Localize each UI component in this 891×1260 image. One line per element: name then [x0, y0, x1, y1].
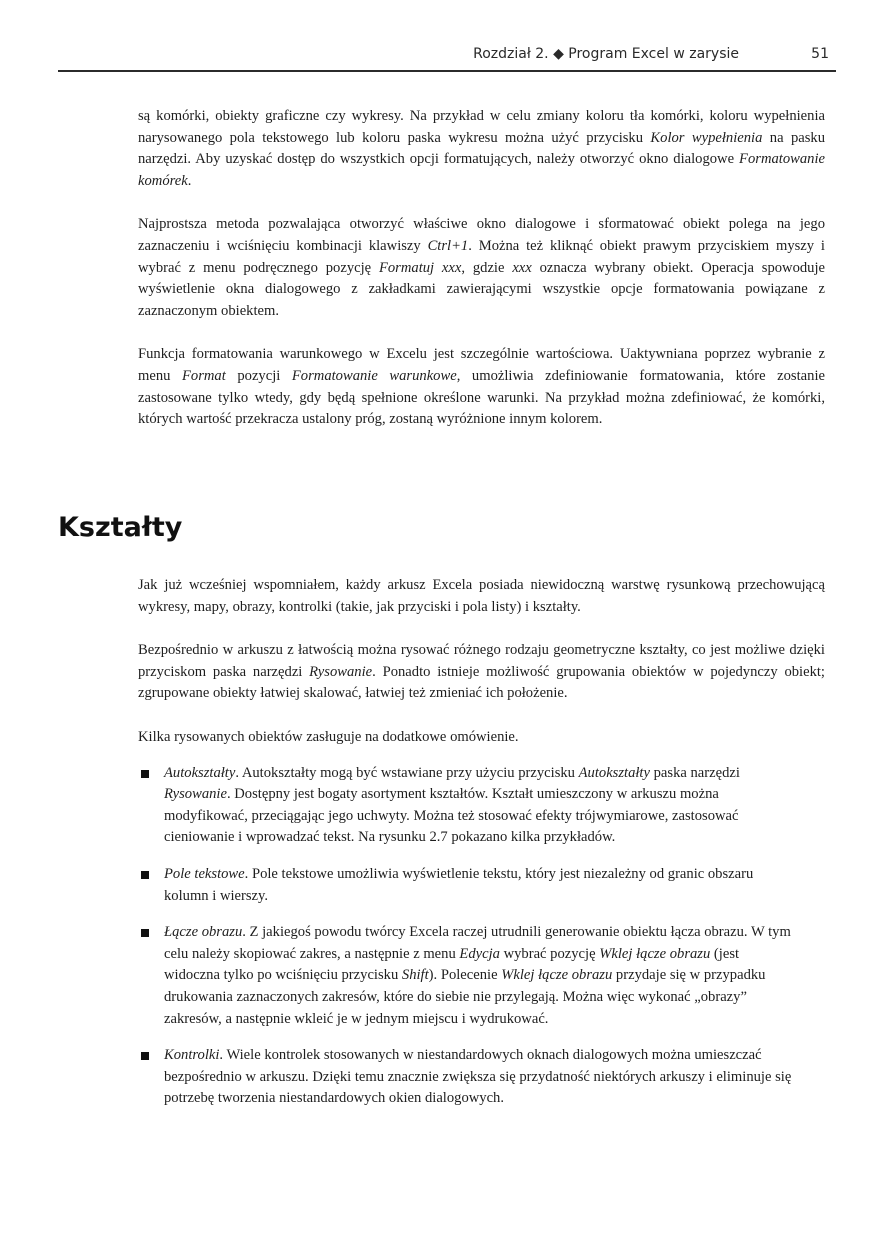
list-item: Autokształty. Autokształty mogą być wstawiane przy użyciu przycisku Autokształty paska narzędzi Rysowanie. Dostępny jest bogaty asortyment kształtów. Kształt umieszczony w arkuszu można modyfikować, przeciągając jego uchwyty. Można też stosować efekty trójwymiarowe, zastosować cieniowanie i wprowadzać tekst. Na rysunku 2.7 pokazano kilka przykładów.: [138, 763, 796, 849]
ui-term: Formatuj xxx: [378, 259, 462, 276]
paragraph: Kilka rysowanych obiektów zasługuje na dodatkowe omówienie.: [138, 728, 519, 745]
intro-text: [138, 106, 825, 453]
ui-term: xxx: [512, 259, 532, 276]
section-heading: Kształty: [58, 512, 183, 543]
paragraph: Bezpośrednio w arkuszu z łatwością można rysować różnego rodzaju geometryczne kształty, co jest możliwe dzięki przyciskom paska narzędzi Rysowanie. Ponadto istnieje możliwość grupowania obiektów w pojedynczy obiekt; zgrupowane obiekty łatwiej skalować, łatwiej też zmieniać ich położenie.: [138, 642, 825, 702]
bullet-square-icon: [141, 929, 149, 937]
page-number: 51: [811, 46, 829, 62]
chapter-title: Rozdział 2. ◆ Program Excel w zarysie: [473, 46, 739, 62]
paragraph: Jak już wcześniej wspomniałem, każdy arkusz Excela posiada niewidoczną warstwę rysunkową przechowującą wykresy, mapy, obrazy, kontrolki (takie, jak przyciski i pola listy) i kształty.: [138, 577, 825, 615]
bullet-square-icon: [141, 1052, 149, 1060]
bullet-square-icon: [141, 770, 149, 778]
paragraph: są komórki, obiekty graficzne czy wykresy. Na przykład w celu zmiany koloru tła komórki, koloru wypełnienia narysowanego pola tekstowego lub koloru paska wykresu można użyć przycisku Kolor wypełnienia na pasku narzędzi. Aby uzyskać dostęp do wszystkich opcji formatujących, należy otworzyć okno dialogowe Formatowanie komórek.: [138, 108, 826, 189]
bullet-square-icon: [141, 871, 149, 879]
section-text: [138, 575, 825, 1125]
list-item: Pole tekstowe. Pole tekstowe umożliwia wyświetlenie tekstu, który jest niezależny od granic obszaru kolumn i wierszy.: [138, 864, 796, 907]
running-header: [140, 46, 831, 68]
list-item: Łącze obrazu. Z jakiegoś powodu twórcy Excela raczej utrudnili generowanie obiektu łącza obrazu. W tym celu należy skopiować zakres, a następnie z menu Edycja wybrać pozycję Wklej łącze obrazu (jest widoczna tylko po wciśnięciu przycisku Shift). Polecenie Wklej łącze obrazu przydaje się w przypadku drukowania zaznaczonych zakresów, które do siebie nie przylegają. Można więc wykonać „obrazy” zakresów, a następnie wkleić je w jednym miejscu i wydrukować.: [138, 922, 796, 1030]
ui-term: Formatowanie komórek: [138, 151, 825, 189]
ui-term: Kolor wypełnienia: [650, 129, 763, 146]
list-item: Kontrolki. Wiele kontrolek stosowanych w niestandardowych oknach dialogowych można umieszczać bezpośrednio w arkuszu. Dzięki temu znacznie zwiększa się przydatność niektórych arkuszy i eliminuje się potrzebę tworzenia niestandardowych okien dialogowych.: [138, 1045, 796, 1110]
ui-term: Rysowanie: [309, 663, 373, 680]
header-rule: [58, 70, 836, 72]
paragraph: Najprostsza metoda pozwalająca otworzyć właściwe okno dialogowe i sformatować obiekt polega na jego zaznaczeniu i wciśnięciu kombinacji klawiszy Ctrl+1. Można też kliknąć obiekt prawym przyciskiem myszy i wybrać z menu podręcznego pozycję Formatuj xxx, gdzie xxx oznacza wybrany obiekt. Operacja spowoduje wyświetlenie okna dialogowego z zakładkami zawierającymi wszystkie opcje formatowania powiązane z zaznaczonym obiektem.: [138, 216, 825, 319]
paragraph: Funkcja formatowania warunkowego w Excelu jest szczególnie wartościowa. Uaktywniana poprzez wybranie z menu Format pozycji Formatowanie warunkowe, umożliwia zdefiniowanie formatowania, które zostanie zastosowane tylko wtedy, gdy będą spełnione określone warunki. Na przykład można zdefiniować, że komórki, których wartość przekracza ustalony próg, zostaną wyróżnione innym kolorem.: [138, 346, 825, 428]
ui-term: Ctrl+1: [427, 237, 469, 254]
ui-term: Formatowanie warunkowe: [291, 367, 457, 384]
ui-term: Format: [182, 367, 226, 384]
bullet-list: [138, 763, 825, 1110]
